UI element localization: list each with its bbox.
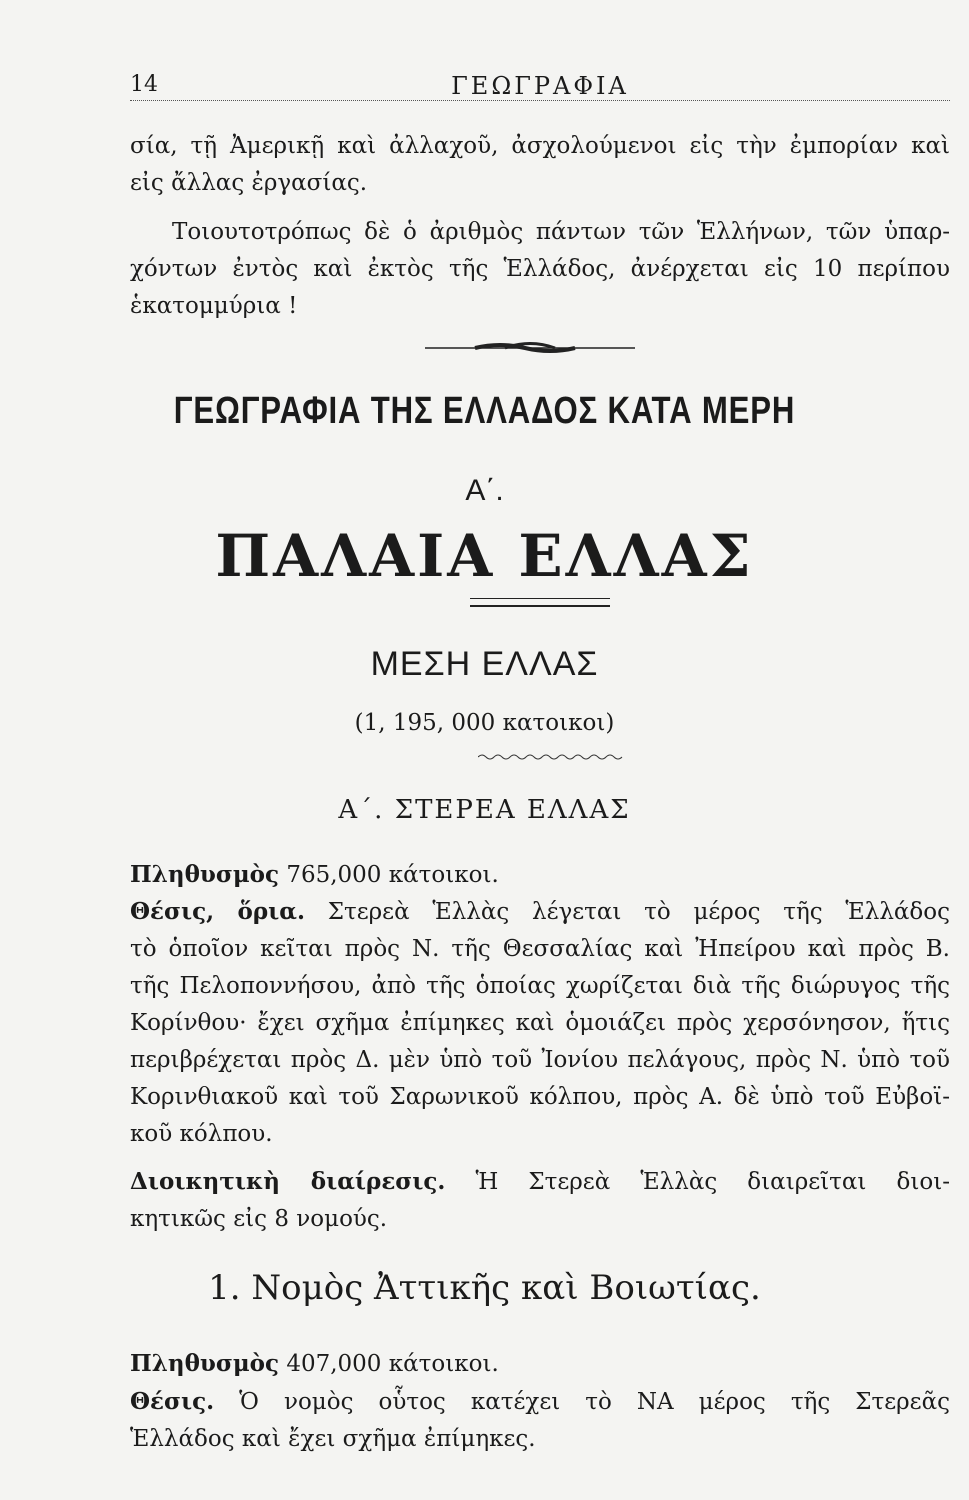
text-line: Τοιουτοτρόπως δὲ ὁ ἀριθμὸς πάντων τῶν Ἑλλήνων, τῶν ὑπαρ- (172, 219, 950, 245)
position-label: Θέσις, ὅρια. (130, 898, 306, 925)
ornament-divider (425, 340, 635, 356)
part-number: Α΄. (465, 474, 504, 507)
text-line: Κορινθιακοῦ καὶ τοῦ Σαρωνικοῦ κόλπου, πρὸς Α. δὲ ὑπὸ τοῦ Εὐβοϊ- (130, 1084, 950, 1110)
region-title: ΜΕΣΗ ΕΛΛΑΣ (370, 645, 599, 683)
region-population: (1, 195, 000 κατοικοι) (354, 710, 615, 736)
page-header (130, 72, 950, 108)
text-line: Κορίνθου· ἔχει σχῆμα ἐπίμηκες καὶ ὁμοιάζει πρὸς χερσόνησον, ἥτις (130, 1010, 950, 1036)
text-line: εἰς ἄλλας ἐργασίας. (130, 170, 368, 196)
position-text: Στερεὰ Ἑλλὰς λέγεται τὸ μέρος τῆς Ἑλλάδος (327, 899, 950, 925)
text-line: περιβρέχεται πρὸς Δ. μὲν ὑπὸ τοῦ Ἰονίου πελάγους, πρὸς Ν. ὑπὸ τοῦ (130, 1047, 950, 1073)
text-line: Ἑλλάδος καὶ ἔχει σχῆμα ἐπίμηκες. (130, 1426, 536, 1452)
text-line (130, 893, 950, 931)
sterea-population-paragraph (130, 856, 950, 894)
prefecture-population-paragraph (130, 1345, 950, 1383)
admin-text: Ἡ Στερεὰ Ἑλλὰς διαιρεῖται διοι- (475, 1169, 951, 1195)
text-line: ἑκατομμύρια ! (130, 293, 298, 319)
sterea-admin-paragraph (130, 1163, 950, 1238)
population-value: 765,000 κάτοικοι. (286, 862, 499, 888)
double-rule (470, 598, 610, 607)
position-label: Θέσις. (130, 1388, 215, 1415)
running-head: ΓΕΩΓΡΑΦΙΑ (451, 72, 629, 100)
page-number: 14 (130, 72, 158, 97)
text-line: σία, τῇ Ἀμερικῇ καὶ ἀλλαχοῦ, ἀσχολούμενοι εἰς τὴν ἐμπορίαν καὶ (130, 133, 950, 159)
sterea-position-paragraph (130, 893, 950, 1153)
text-line (130, 1383, 950, 1421)
admin-label: Διοικητικὴ διαίρεσις. (130, 1168, 446, 1195)
subregion-title: Α΄. ΣΤΕΡΕΑ ΕΛΛΑΣ (338, 795, 631, 825)
text-line: κοῦ κόλπου. (130, 1121, 273, 1147)
position-text: Ὁ νομὸς οὗτος κατέχει τὸ ΝΑ μέρος τῆς Στερεᾶς (239, 1389, 951, 1415)
text-line: τῆς Πελοποννήσου, ἀπὸ τῆς ὁποίας χωρίζεται διὰ τῆς διώρυγος τῆς (130, 973, 950, 999)
part-title: ΠΑΛΑΙΑ ΕΛΛΑΣ (215, 522, 754, 590)
text-line: κητικῶς εἰς 8 νομούς. (130, 1206, 388, 1232)
population-label: Πληθυσμὸς (130, 1350, 280, 1377)
header-rule (130, 100, 950, 101)
text-line (130, 1345, 950, 1383)
intro-paragraph-1 (130, 128, 950, 202)
section-heading: ΓΕΩΓΡΑΦΙΑ ΤΗΣ ΕΛΛΑΔΟΣ ΚΑΤΑ ΜΕΡΗ (173, 390, 796, 432)
text-line: χόντων ἐντὸς καὶ ἐκτὸς τῆς Ἑλλάδος, ἀνέρχεται εἰς 10 περίπου (130, 256, 950, 282)
text-line (130, 856, 950, 894)
prefecture-position-paragraph (130, 1383, 950, 1458)
prefecture-title: 1. Νομὸς Ἀττικῆς καὶ Βοιωτίας. (208, 1268, 761, 1308)
wave-rule (478, 752, 623, 762)
population-label: Πληθυσμὸς (130, 861, 280, 888)
text-line (130, 1163, 950, 1201)
population-value: 407,000 κάτοικοι. (286, 1351, 499, 1377)
text-line: τὸ ὁποῖον κεῖται πρὸς Ν. τῆς Θεσσαλίας καὶ Ἠπείρου καὶ πρὸς Β. (130, 936, 950, 962)
intro-paragraph-2 (130, 214, 950, 325)
